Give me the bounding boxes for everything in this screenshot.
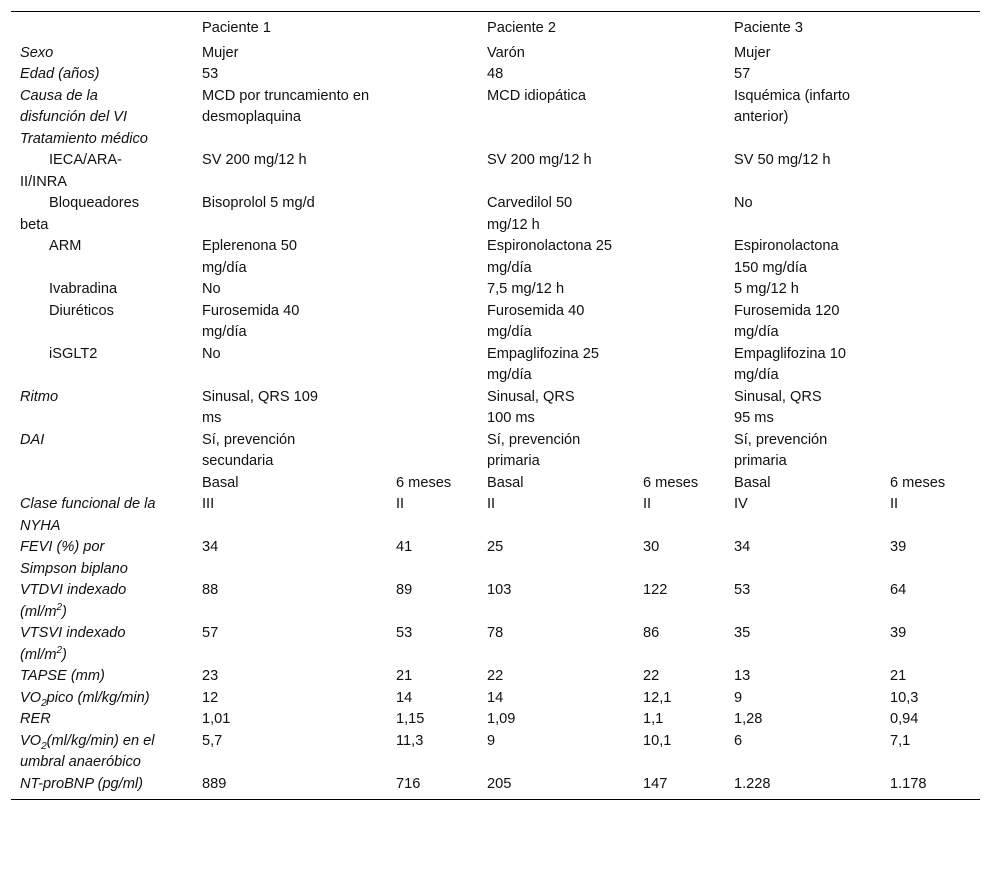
patient-header-row: [11, 12, 980, 43]
cell-p2: Espironolactona 25 mg/día: [487, 238, 612, 276]
cell-value: 6: [734, 732, 743, 749]
row-bloqueadores: [11, 193, 980, 236]
cell-value: 14: [487, 689, 504, 706]
cell-value: 22: [643, 668, 660, 684]
cell-value: 1,15: [396, 711, 425, 727]
cell-value: 41: [396, 539, 413, 555]
cell-p3: Sí, prevención primaria: [734, 431, 828, 469]
cell-value: 39: [890, 539, 907, 555]
cell-p1: Eplerenona 50 mg/día: [202, 238, 297, 276]
row-ivabradina: [11, 279, 980, 301]
row-label: TAPSE (mm): [20, 668, 105, 684]
cell-value: 35: [734, 625, 751, 641]
row-label: iSGLT2: [49, 345, 98, 362]
row-rer: [11, 709, 980, 731]
cell-value: 0,94: [890, 711, 919, 727]
cell-p1: No: [202, 345, 221, 362]
row-label: VTSVI indexado $(ml/m^2)$: [20, 625, 126, 663]
cell-value: 12: [202, 689, 219, 706]
cell-value: 39: [890, 625, 907, 641]
cell-value: II: [487, 496, 496, 512]
row-label: FEVI (%) por Simpson biplano: [20, 539, 128, 577]
cell-value: 889: [202, 774, 396, 800]
row-label: $VO_2pico$ (ml/kg/min): [20, 689, 150, 709]
cell-p2: 48: [487, 66, 504, 82]
cell-value: 1,01: [202, 711, 231, 727]
cell-p3: No: [734, 195, 753, 211]
cell-value: 11,3: [396, 732, 424, 749]
row-causa: [11, 86, 980, 129]
cell-value: 34: [734, 539, 751, 555]
cell-p2: Sinusal, QRS 100 ms: [487, 388, 575, 426]
cell-value: II: [396, 496, 405, 512]
row-label: ARM: [49, 238, 82, 254]
cell-value: 53: [734, 582, 751, 598]
cell-p1: Bisoprolol 5 mg/d: [202, 195, 315, 211]
clinical-table-container: [11, 11, 980, 800]
row-label: $VO_2(ml/kg/\min)$ en el umbral anaeróbico: [20, 732, 155, 770]
cell-value: 1,09: [487, 711, 516, 727]
row-dai: [11, 430, 980, 473]
header-6m-p2: 6 meses: [643, 474, 699, 491]
cell-p1: Sí, prevención secundaria: [202, 431, 296, 469]
row-diureticos: [11, 301, 980, 344]
cell-value: 21: [890, 668, 907, 684]
cell-p3: Furosemida 120 mg/día: [734, 302, 840, 340]
row-label: Sexo: [20, 44, 54, 61]
cell-value: IV: [734, 496, 748, 512]
row-label: Bloqueadores beta: [20, 195, 140, 233]
cell-p2: Varón: [487, 44, 525, 61]
header-6m-p3: 6 meses: [890, 474, 946, 491]
header-basal-p3: Basal: [734, 474, 771, 491]
cell-p2: MCD idiopática: [487, 87, 586, 104]
row-ieca: [11, 150, 980, 193]
cell-value: 10,1: [643, 732, 672, 749]
row-label: RER: [20, 711, 51, 727]
cell-p2: Carvedilol 50 mg/12 h: [487, 195, 573, 233]
section-heading: Tratamiento médico: [20, 130, 148, 147]
cell-value: 64: [890, 582, 907, 598]
cell-p2: Empaglifozina 25 mg/día: [487, 345, 599, 383]
cell-value: 21: [396, 668, 413, 684]
cell-value: 53: [396, 625, 413, 641]
cell-value: 14: [396, 689, 413, 706]
header-basal-p2: Basal: [487, 474, 524, 491]
timepoint-header-row: [11, 473, 980, 495]
cell-p3: Empaglifozina 10 mg/día: [734, 345, 846, 383]
row-nyha: [11, 494, 980, 537]
cell-value: 34: [202, 539, 219, 555]
row-edad: [11, 64, 980, 86]
cell-p1: MCD por truncamiento en desmoplaquina: [202, 87, 370, 125]
cell-value: 122: [643, 582, 668, 598]
row-vo2pico: [11, 688, 980, 710]
row-label: Diuréticos: [49, 302, 114, 319]
cell-value: 147: [643, 774, 734, 800]
row-ritmo: [11, 387, 980, 430]
cell-p1: 53: [202, 66, 219, 82]
cell-p2: Sí, prevención primaria: [487, 431, 581, 469]
cell-value: 1.228: [734, 774, 890, 800]
cell-value: 88: [202, 582, 219, 598]
cell-p2: Furosemida 40 mg/día: [487, 302, 585, 340]
cell-value: 1.178: [890, 774, 980, 800]
cell-value: 716: [396, 774, 487, 800]
row-label: DAI: [20, 431, 45, 448]
cell-p1: Sinusal, QRS 109 ms: [202, 388, 319, 426]
cell-value: III: [202, 496, 215, 512]
cell-value: 25: [487, 539, 504, 555]
cell-value: II: [643, 496, 652, 512]
header-patient-3: Paciente 3: [734, 12, 980, 43]
header-basal-p1: Basal: [202, 474, 239, 491]
cell-p1: SV 200 mg/12 h: [202, 152, 307, 168]
patients-table: [11, 11, 980, 800]
cell-p1: Mujer: [202, 44, 239, 61]
row-vo2-umbral: [11, 731, 980, 774]
cell-value: 1,28: [734, 711, 763, 727]
row-label: NT-proBNP (pg/ml): [11, 774, 202, 800]
row-tapse: [11, 666, 980, 688]
cell-p3: 57: [734, 66, 751, 82]
cell-value: II: [890, 496, 899, 512]
cell-value: 22: [487, 668, 504, 684]
row-vtsvi: [11, 623, 980, 666]
cell-p1: Furosemida 40 mg/día: [202, 302, 300, 340]
cell-p3: Isquémica (infarto anterior): [734, 87, 850, 125]
cell-value: 9: [734, 689, 743, 706]
row-tratamiento-heading: [11, 129, 980, 151]
row-arm: [11, 236, 980, 279]
cell-value: 1,1: [643, 711, 664, 727]
cell-value: 9: [487, 732, 496, 749]
cell-value: 7,1: [890, 732, 911, 749]
cell-value: 78: [487, 625, 504, 641]
row-label: Ivabradina: [49, 281, 118, 297]
cell-value: 205: [487, 774, 643, 800]
cell-p1: No: [202, 281, 221, 297]
cell-value: 5,7: [202, 732, 223, 749]
cell-value: 12,1: [643, 689, 672, 706]
header-patient-1: Paciente 1: [202, 12, 487, 43]
row-label: Clase funcional de la NYHA: [20, 496, 156, 534]
cell-value: 86: [643, 625, 660, 641]
cell-value: 10,3: [890, 689, 919, 706]
cell-p3: Sinusal, QRS 95 ms: [734, 388, 822, 426]
cell-value: 57: [202, 625, 219, 641]
row-isglt2: [11, 344, 980, 387]
row-label: VTDVI indexado $(ml/m^2)$: [20, 582, 127, 620]
cell-value: 13: [734, 668, 751, 684]
row-sexo: [11, 43, 980, 65]
row-label: Edad (años): [20, 66, 100, 82]
cell-p3: Espironolactona 150 mg/día: [734, 238, 839, 276]
header-6m-p1: 6 meses: [396, 474, 452, 491]
cell-p3: 5 mg/12 h: [734, 281, 799, 297]
row-label: Ritmo: [20, 388, 59, 405]
row-label: Causa de la disfunción del VI: [20, 87, 128, 125]
cell-p3: SV 50 mg/12 h: [734, 152, 831, 168]
cell-p2: 7,5 mg/12 h: [487, 281, 565, 297]
cell-value: 89: [396, 582, 413, 598]
row-label: IECA/ARA-II/INRA: [20, 152, 122, 190]
cell-value: 23: [202, 668, 219, 684]
header-patient-2: Paciente 2: [487, 12, 734, 43]
row-vtdvi: [11, 580, 980, 623]
row-ntprobnp: [11, 774, 980, 800]
cell-value: 103: [487, 582, 512, 598]
cell-p2: SV 200 mg/12 h: [487, 152, 592, 168]
row-fevi: [11, 537, 980, 580]
cell-value: 30: [643, 539, 660, 555]
cell-p3: Mujer: [734, 44, 771, 61]
